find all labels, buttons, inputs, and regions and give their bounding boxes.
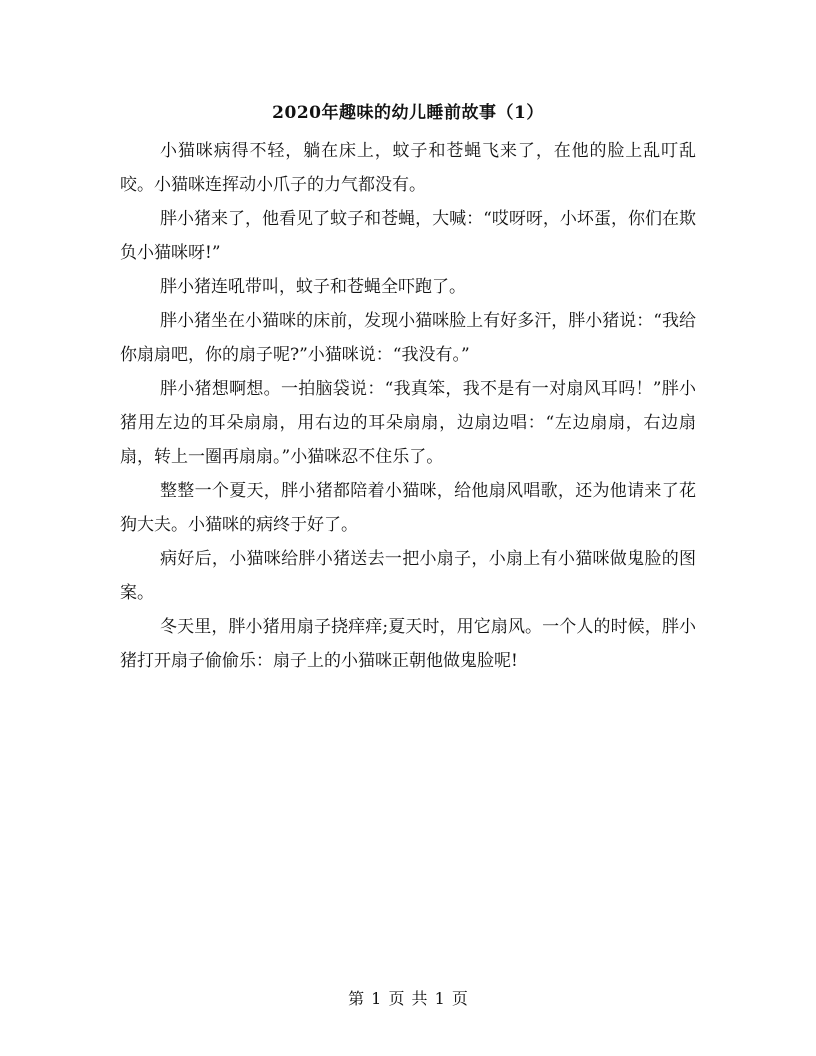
paragraph: 病好后，小猫咪给胖小猪送去一把小扇子，小扇上有小猫咪做鬼脸的图案。 [120, 549, 696, 603]
paragraph: 胖小猪想啊想。一拍脑袋说：“我真笨，我不是有一对扇风耳吗！”胖小猪用左边的耳朵扇扇，用右边的耳朵扇扇，边扇边唱：“左边扇扇，右边扇扇，转上一圈再扇扇。”小猫咪忍不住乐了。 [120, 379, 696, 467]
document-title: 2020年趣味的幼儿睡前故事（1） [272, 103, 544, 123]
paragraph: 整整一个夏天，胖小猪都陪着小猫咪，给他扇风唱歌，还为他请来了花狗大夫。小猫咪的病终于好了。 [120, 481, 696, 535]
page-number-footer: 第 1 页 共 1 页 [348, 989, 468, 1008]
paragraph: 胖小猪坐在小猫咪的床前，发现小猫咪脸上有好多汗，胖小猪说：“我给你扇扇吧，你的扇子呢?”小猫咪说：“我没有。” [120, 311, 696, 365]
paragraph: 冬天里，胖小猪用扇子挠痒痒;夏天时，用它扇风。一个人的时候，胖小猪打开扇子偷偷乐：扇子上的小猫咪正朝他做鬼脸呢! [120, 617, 696, 671]
paragraph: 胖小猪连吼带叫，蚊子和苍蝇全吓跑了。 [160, 277, 466, 297]
paragraph: 小猫咪病得不轻，躺在床上，蚊子和苍蝇飞来了，在他的脸上乱叮乱咬。小猫咪连挥动小爪子的力气都没有。 [120, 141, 696, 195]
document-body [120, 134, 696, 678]
paragraph: 胖小猪来了，他看见了蚊子和苍蝇，大喊：“哎呀呀，小坏蛋，你们在欺负小猫咪呀!” [120, 209, 696, 263]
